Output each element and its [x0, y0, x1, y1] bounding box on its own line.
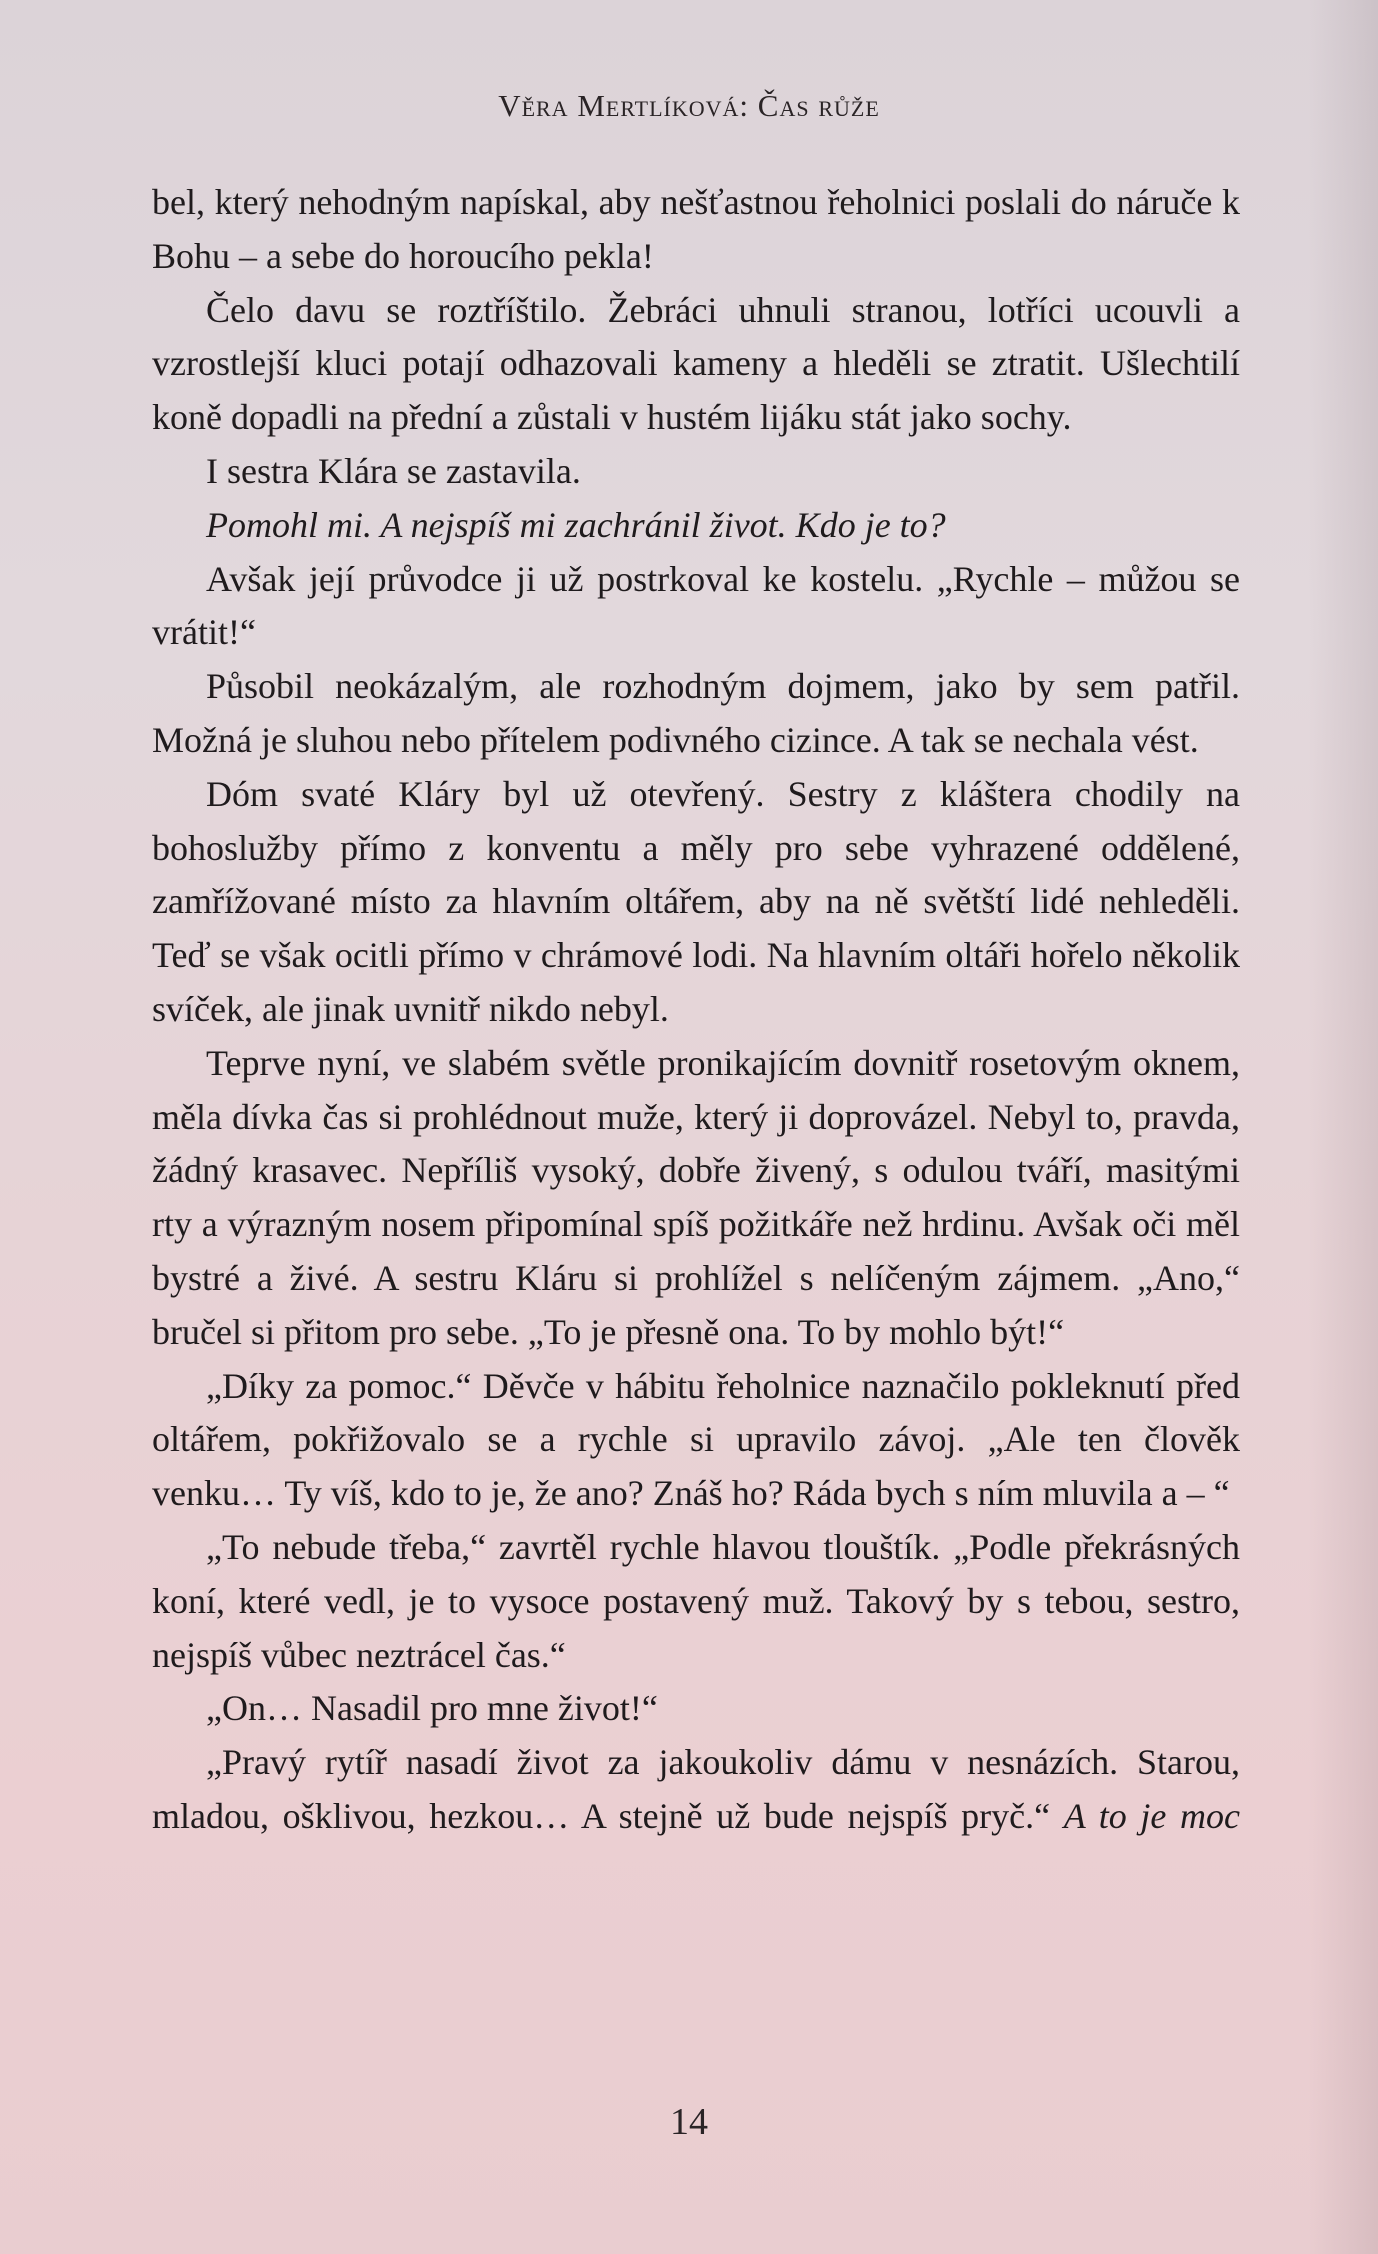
paragraph-12-italic-tail: A to je moc [1063, 1795, 1240, 1836]
paragraph-12-text: „Pravý rytíř nasadí život za jakoukoliv dámu v nesnázích. Starou, mladou, ošklivou, hezkou… A stejně už bude nejspíš pryč.“ [152, 1742, 1240, 1836]
paragraph-9: „Díky za pomoc.“ Děvče v hábitu řeholnice naznačilo pokleknutí před oltářem, pokřižovalo se a rychle si upravilo závoj. „Ale ten člověk venku… Ty víš, kdo to je, že ano? Znáš ho? Ráda bych s ním mluvila a – “ [152, 1365, 1240, 1514]
paragraph-8: Teprve nyní, ve slabém světle pronikajícím dovnitř rosetovým oknem, měla dívka čas si prohlédnout muže, který ji doprovázel. Nebyl to, pravda, žádný krasavec. Nepříliš vysoký, dobře živený, s odulou tváří, masitými rty a výrazným nosem připomínal spíš požitkáře než hrdinu. Avšak oči měl bystré a živé. A sestru Kláru si prohlížel s nelíčeným zájmem. „Ano,“ bručel si přitom pro sebe. „To je přesně ona. To by mohlo být!“ [152, 1042, 1240, 1352]
paragraph-1: bel, který nehodným napískal, aby nešťastnou řeholnici poslali do náruče k Bohu – a sebe do horoucího pekla! [152, 182, 1240, 276]
paragraph-7: Dóm svaté Kláry byl už otevřený. Sestry z kláštera chodily na bohoslužby přímo z konventu a měly pro sebe vyhrazené oddělené, zamřížované místo za hlavním oltářem, aby na ně světští lidé nehleděli. Teď se však ocitli přímo v chrámové lodi. Na hlavním oltáři hořelo několik svíček, ale jinak uvnitř nikdo nebyl. [152, 773, 1240, 1029]
page-edge-shadow [1308, 0, 1378, 2254]
paragraph-10: „To nebude třeba,“ zavrtěl rychle hlavou tlouštík. „Podle překrásných koní, které vedl, je to vysoce postavený muž. Takový by s tebou, sestro, nejspíš vůbec neztrácel čas.“ [152, 1526, 1240, 1675]
page-number: 14 [670, 2101, 708, 2143]
body-text [152, 176, 1240, 1844]
paragraph-5: Avšak její průvodce ji už postrkoval ke kostelu. „Rychle – můžou se vrátit!“ [152, 558, 1240, 653]
paragraph-4-thought: Pomohl mi. A nejspíš mi zachránil život. Kdo je to? [206, 504, 946, 545]
running-header: Věra Mertlíková: Čas růže [498, 88, 880, 123]
paragraph-6: Působil neokázalým, ale rozhodným dojmem, jako by sem patřil. Možná je sluhou nebo přítelem podivného cizince. A tak se nechala vést. [152, 666, 1240, 760]
paragraph-3: I sestra Klára se zastavila. [206, 450, 581, 491]
paragraph-12 [152, 1736, 1240, 1844]
paragraph-2: Čelo davu se roztříštilo. Žebráci uhnuli stranou, lotříci ucouvli a vzrostlejší kluci potají odhazovali kameny a hleděli se ztratit. Ušlechtilí koně dopadli na přední a zůstali v hustém lijáku stát jako sochy. [152, 289, 1240, 438]
paragraph-11: „On… Nasadil pro mne život!“ [206, 1688, 658, 1729]
